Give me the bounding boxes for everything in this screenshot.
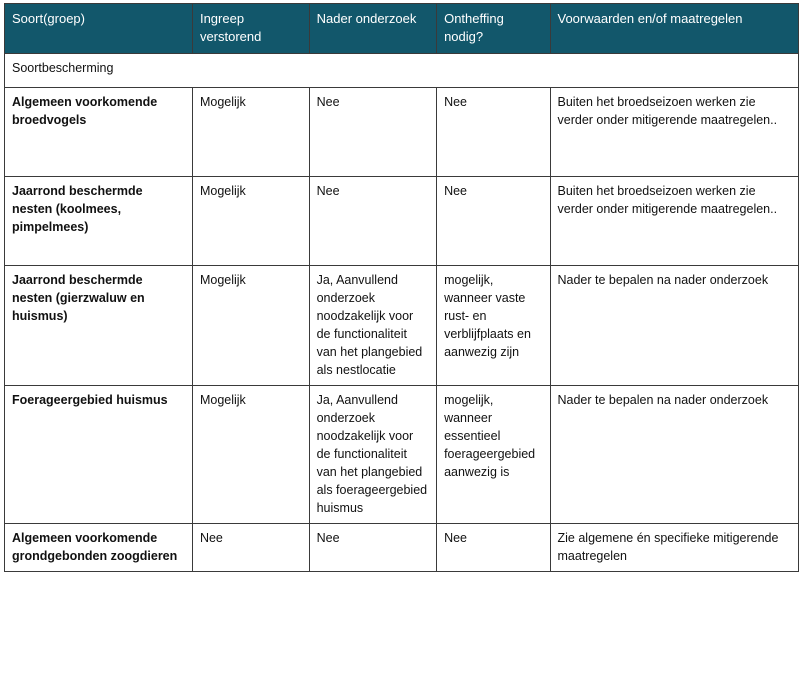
cell-ingreep: Mogelijk [192,266,309,386]
table-row [5,266,799,386]
section-row [5,54,799,88]
table-row [5,177,799,266]
cell-soort: Jaarrond beschermde nesten (gierzwaluw en huismus) [5,266,193,386]
cell-ontheffing: Nee [437,524,550,572]
cell-soort: Foerageergebied huismus [5,386,193,524]
cell-ingreep: Mogelijk [192,88,309,177]
cell-soort: Jaarrond beschermde nesten (koolmees, pimpelmees) [5,177,193,266]
species-protection-table [4,3,799,572]
header-ingreep: Ingreep verstorend [192,4,309,54]
header-voorwaarden: Voorwaarden en/of maatregelen [550,4,799,54]
header-onderzoek: Nader onderzoek [309,4,436,54]
cell-voorwaarden: Buiten het broedseizoen werken zie verder onder mitigerende maatregelen.. [550,177,799,266]
cell-ingreep: Mogelijk [192,177,309,266]
cell-voorwaarden: Buiten het broedseizoen werken zie verder onder mitigerende maatregelen.. [550,88,799,177]
cell-onderzoek: Ja, Aanvullend onderzoek noodzakelijk voor de functionaliteit van het plangebied als nestlocatie [309,266,436,386]
table-row [5,88,799,177]
table-header [5,4,799,54]
cell-ontheffing: mogelijk, wanneer essentieel foerageergebied aanwezig is [437,386,550,524]
header-row [5,4,799,54]
cell-voorwaarden: Nader te bepalen na nader onderzoek [550,266,799,386]
table-row [5,524,799,572]
cell-onderzoek: Nee [309,88,436,177]
cell-ingreep: Mogelijk [192,386,309,524]
cell-ontheffing: Nee [437,88,550,177]
table-body [5,54,799,572]
cell-ontheffing: Nee [437,177,550,266]
cell-onderzoek: Nee [309,177,436,266]
cell-ontheffing: mogelijk, wanneer vaste rust- en verblijfplaats en aanwezig zijn [437,266,550,386]
header-soort: Soort(groep) [5,4,193,54]
section-label: Soortbescherming [5,54,799,88]
header-ontheffing: Ontheffing nodig? [437,4,550,54]
cell-soort: Algemeen voorkomende broedvogels [5,88,193,177]
cell-soort: Algemeen voorkomende grondgebonden zoogdieren [5,524,193,572]
cell-onderzoek: Nee [309,524,436,572]
table-row [5,386,799,524]
cell-voorwaarden: Zie algemene én specifieke mitigerende maatregelen [550,524,799,572]
cell-onderzoek: Ja, Aanvullend onderzoek noodzakelijk voor de functionaliteit van het plangebied als foerageergebied huismus [309,386,436,524]
cell-ingreep: Nee [192,524,309,572]
cell-voorwaarden: Nader te bepalen na nader onderzoek [550,386,799,524]
species-protection-table-container [4,3,799,572]
